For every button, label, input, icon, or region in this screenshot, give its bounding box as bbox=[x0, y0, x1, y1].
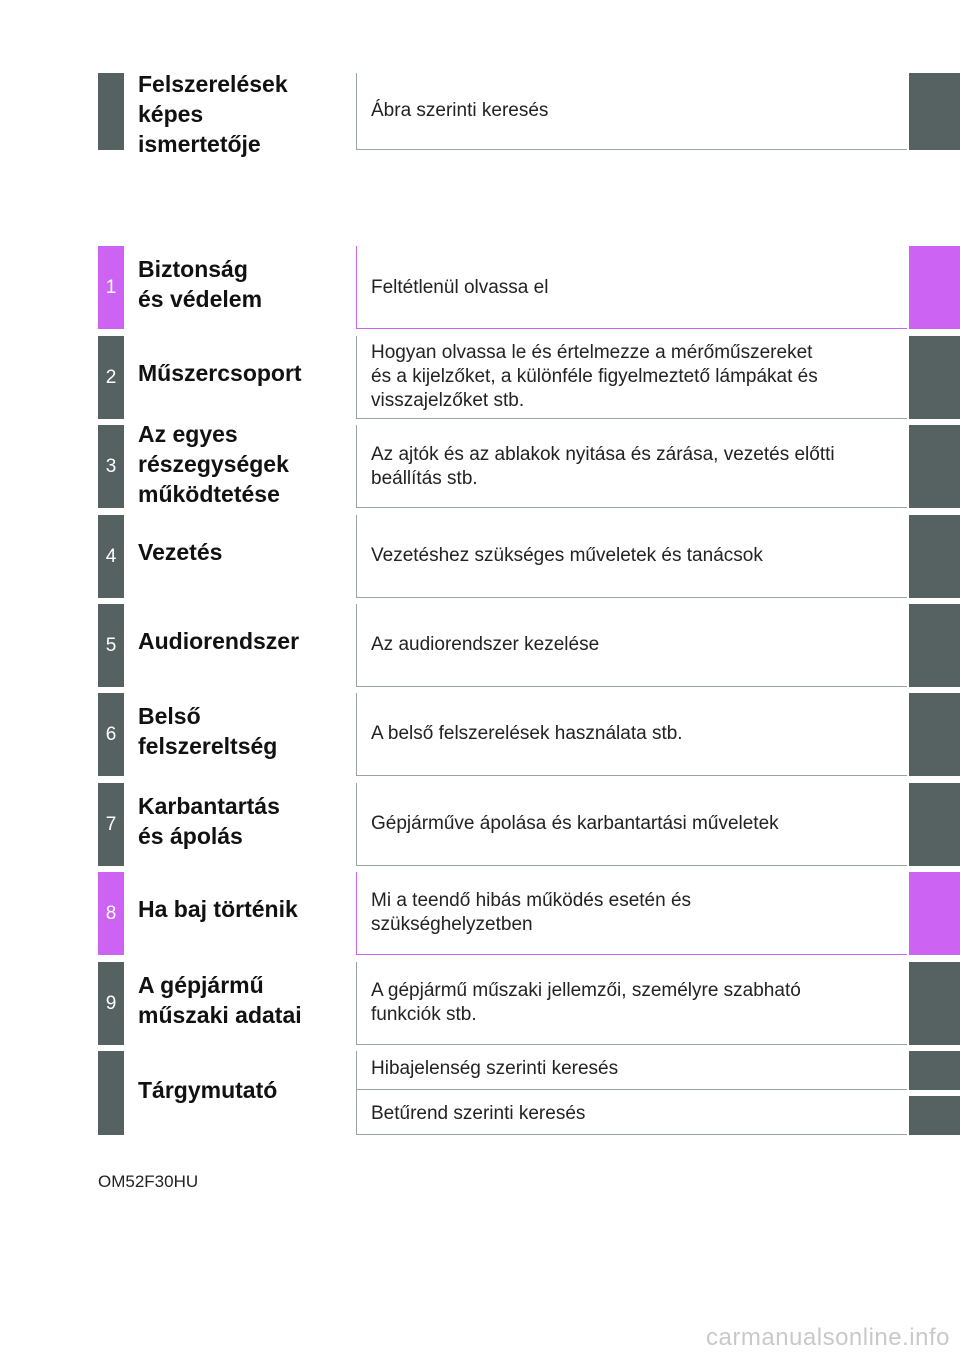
divider-horizontal bbox=[356, 686, 907, 687]
title-line: műszaki adatai bbox=[138, 1002, 302, 1028]
section-description bbox=[371, 443, 901, 491]
section-row-3[interactable] bbox=[0, 421, 960, 508]
divider-horizontal bbox=[356, 954, 907, 955]
section-number-tab: 4 bbox=[98, 515, 124, 598]
intro-row[interactable] bbox=[0, 71, 960, 157]
divider-vertical bbox=[356, 693, 357, 776]
intro-title bbox=[138, 69, 348, 159]
title-line: és védelem bbox=[138, 286, 263, 312]
section-description bbox=[371, 812, 901, 836]
section-title bbox=[138, 419, 348, 509]
intro-right-tab bbox=[909, 73, 960, 150]
section-number-tab: 2 bbox=[98, 336, 124, 419]
section-description bbox=[371, 722, 901, 746]
index-entry-label: Hibajelenség szerinti keresés bbox=[371, 1058, 619, 1079]
description-line: Vezetéshez szükséges műveletek és tanácsok bbox=[371, 545, 763, 566]
section-row-4[interactable] bbox=[0, 515, 960, 598]
title-line: részegységek bbox=[138, 451, 289, 477]
description-line: A belső felszerelések használata stb. bbox=[371, 723, 683, 744]
section-row-8[interactable] bbox=[0, 872, 960, 955]
section-right-tab bbox=[909, 425, 960, 508]
section-title bbox=[138, 537, 348, 567]
divider-horizontal bbox=[356, 1044, 907, 1045]
description-line: Az ajtók és az ablakok nyitása és zárása, vezetés előtti bbox=[371, 444, 835, 465]
title-line: Vezetés bbox=[138, 539, 223, 565]
section-row-5[interactable] bbox=[0, 604, 960, 687]
description-line: beállítás stb. bbox=[371, 468, 478, 489]
intro-description: Ábra szerinti keresés bbox=[371, 100, 549, 121]
section-number-tab: 9 bbox=[98, 962, 124, 1045]
section-right-tab bbox=[909, 336, 960, 419]
divider-vertical bbox=[356, 604, 357, 687]
section-title bbox=[138, 626, 348, 656]
divider-vertical bbox=[356, 246, 357, 329]
section-description bbox=[371, 544, 901, 568]
divider-vertical bbox=[356, 425, 357, 508]
index-entry-right-tab bbox=[909, 1096, 960, 1135]
section-number-tab: 3 bbox=[98, 425, 124, 508]
title-line: Belső bbox=[138, 703, 201, 729]
title-line: ismertetője bbox=[138, 131, 261, 157]
description-line: A gépjármű műszaki jellemzői, személyre szabható bbox=[371, 980, 801, 1001]
section-title bbox=[138, 970, 348, 1030]
description-line: Feltétlenül olvassa el bbox=[371, 277, 549, 298]
section-row-7[interactable] bbox=[0, 783, 960, 866]
index-entry-label: Betűrend szerinti keresés bbox=[371, 1103, 586, 1124]
section-description bbox=[371, 889, 901, 937]
section-right-tab bbox=[909, 604, 960, 687]
section-title bbox=[138, 701, 348, 761]
section-right-tab bbox=[909, 246, 960, 329]
title-line: Műszercsoport bbox=[138, 360, 302, 386]
section-number-tab: 8 bbox=[98, 872, 124, 955]
divider-horizontal bbox=[356, 597, 907, 598]
divider-horizontal bbox=[356, 507, 907, 508]
intro-left-tab bbox=[98, 73, 124, 150]
description-line: és a kijelzőket, a különféle figyelmeztető lámpákat és bbox=[371, 366, 818, 387]
title-line: Audiorendszer bbox=[138, 628, 300, 654]
description-line: visszajelzőket stb. bbox=[371, 390, 525, 411]
title-line: A gépjármű bbox=[138, 972, 264, 998]
divider-horizontal bbox=[356, 865, 907, 866]
description-line: szükséghelyzetben bbox=[371, 914, 533, 935]
divider-vertical bbox=[356, 73, 357, 150]
divider-vertical bbox=[356, 962, 357, 1045]
divider-horizontal bbox=[356, 328, 907, 329]
index-entry-1[interactable] bbox=[356, 1051, 960, 1090]
description-line: Mi a teendő hibás működés esetén és bbox=[371, 890, 692, 911]
index-title: Tárgymutató bbox=[138, 1077, 278, 1103]
title-line: Karbantartás bbox=[138, 793, 280, 819]
divider-vertical bbox=[356, 872, 357, 955]
section-description bbox=[371, 979, 901, 1027]
divider-horizontal bbox=[356, 775, 907, 776]
section-right-tab bbox=[909, 783, 960, 866]
title-line: Felszerelések bbox=[138, 71, 288, 97]
section-number-tab: 5 bbox=[98, 604, 124, 687]
section-description bbox=[371, 633, 901, 657]
divider-vertical bbox=[356, 515, 357, 598]
title-line: Biztonság bbox=[138, 256, 248, 282]
title-line: működtetése bbox=[138, 481, 280, 507]
manual-code: OM52F30HU bbox=[98, 1172, 199, 1191]
divider-horizontal bbox=[356, 1089, 907, 1090]
section-row-9[interactable] bbox=[0, 962, 960, 1045]
section-number-tab: 7 bbox=[98, 783, 124, 866]
section-row-1[interactable] bbox=[0, 246, 960, 329]
divider-vertical bbox=[356, 336, 357, 419]
section-number-tab: 6 bbox=[98, 693, 124, 776]
section-row-6[interactable] bbox=[0, 693, 960, 776]
section-right-tab bbox=[909, 693, 960, 776]
title-line: Ha baj történik bbox=[138, 896, 298, 922]
index-entry-right-tab bbox=[909, 1051, 960, 1090]
section-right-tab bbox=[909, 962, 960, 1045]
index-left-tab bbox=[98, 1051, 124, 1135]
divider-horizontal bbox=[356, 149, 907, 150]
index-entry-2[interactable] bbox=[356, 1096, 960, 1135]
section-number-tab: 1 bbox=[98, 246, 124, 329]
section-right-tab bbox=[909, 515, 960, 598]
description-line: funkciók stb. bbox=[371, 1004, 477, 1025]
divider-horizontal bbox=[356, 418, 907, 419]
section-title bbox=[138, 254, 348, 314]
index-row bbox=[0, 1051, 960, 1135]
section-description bbox=[371, 276, 901, 300]
divider-vertical bbox=[356, 783, 357, 866]
section-description bbox=[371, 341, 901, 413]
section-title bbox=[138, 358, 348, 388]
description-line: Az audiorendszer kezelése bbox=[371, 634, 600, 655]
title-line: és ápolás bbox=[138, 823, 243, 849]
divider-horizontal bbox=[356, 1134, 907, 1135]
title-line: felszereltség bbox=[138, 733, 278, 759]
title-line: képes bbox=[138, 101, 204, 127]
title-line: Az egyes bbox=[138, 421, 238, 447]
section-title bbox=[138, 894, 348, 924]
watermark: carmanualsonline.info bbox=[706, 1324, 950, 1351]
description-line: Hogyan olvassa le és értelmezze a mérőműszereket bbox=[371, 342, 813, 363]
section-row-2[interactable] bbox=[0, 336, 960, 419]
section-title bbox=[138, 791, 348, 851]
section-right-tab bbox=[909, 872, 960, 955]
description-line: Gépjárműve ápolása és karbantartási műveletek bbox=[371, 813, 779, 834]
